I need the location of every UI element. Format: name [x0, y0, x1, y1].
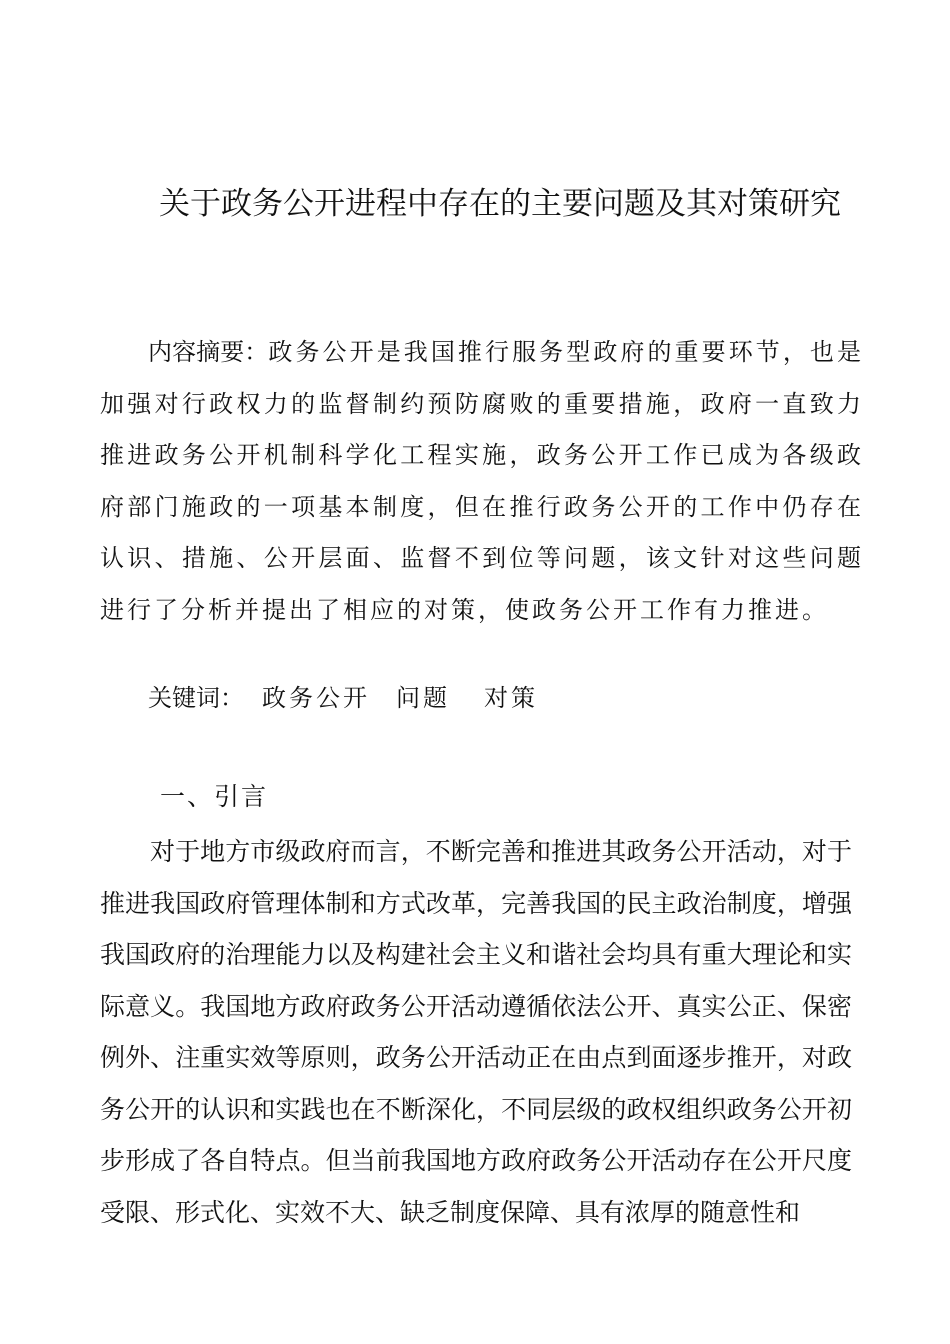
- abstract-label: 内容摘要：: [148, 338, 269, 366]
- keyword-item: 问题: [396, 684, 450, 712]
- introduction-paragraph: 对于地方市级政府而言，不断完善和推进其政务公开活动，对于推进我国政府管理体制和方式改革，完善我国的民主政治制度，增强我国政府的治理能力以及构建社会主义和谐社会均具有重大理论和实际意义。我国地方政府政务公开活动遵循依法公开、真实公正、保密例外、注重实效等原则，政务公开活动正在由点到面逐步推开，对政务公开的认识和实践也在不断深化，不同层级的政权组织政务公开初步形成了各自特点。但当前我国地方政府政务公开活动存在公开尺度受限、形式化、实效不大、缺乏制度保障、具有浓厚的随意性和: [100, 837, 852, 1227]
- abstract-text: 政务公开是我国推行服务型政府的重要环节，也是加强对行政权力的监督制约预防腐败的重要措施，政府一直致力推进政务公开机制科学化工程实施，政务公开工作已成为各级政府部门施政的一项基本制度，但在推行政务公开的工作中仍存在认识、措施、公开层面、监督不到位等问题，该文针对这些问题进行了分析并提出了相应的对策，使政务公开工作有力推进。: [100, 338, 865, 624]
- keywords-line: [148, 678, 538, 718]
- keywords-label: 关键词：: [148, 684, 244, 712]
- section-heading-introduction: 一、引言: [160, 782, 269, 811]
- keyword-item: 对策: [484, 684, 538, 712]
- document-title: 关于政务公开进程中存在的主要问题及其对策研究: [159, 186, 841, 222]
- keyword-item: 政务公开: [262, 684, 370, 712]
- abstract-paragraph: [100, 327, 864, 636]
